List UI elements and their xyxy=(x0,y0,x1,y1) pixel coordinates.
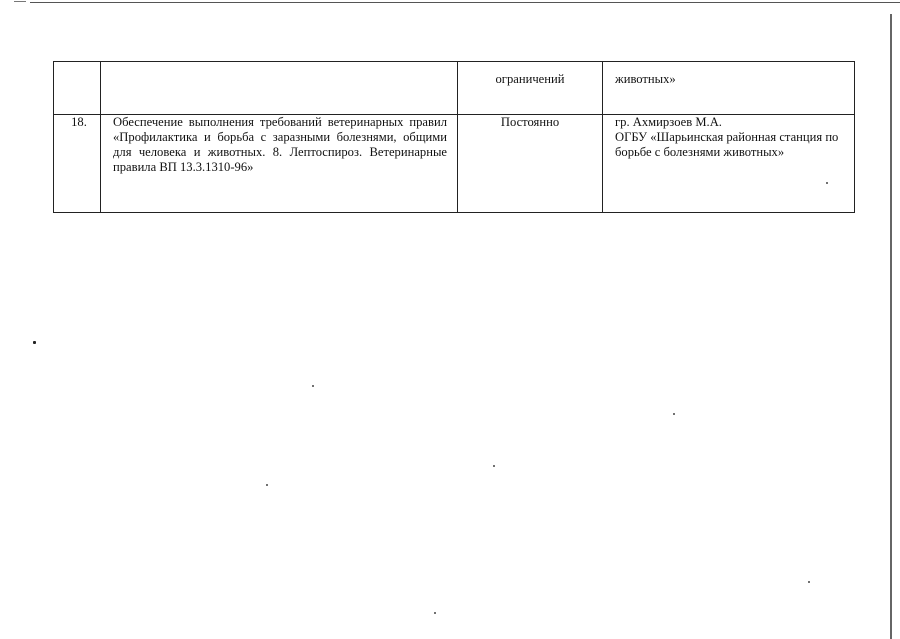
scan-speck xyxy=(673,413,675,415)
scan-speck xyxy=(808,581,810,583)
cell-responsible xyxy=(603,115,855,213)
scan-edge-line-left xyxy=(14,1,26,2)
scan-speck xyxy=(33,341,36,344)
measures-table xyxy=(53,61,855,213)
cell-term xyxy=(458,115,603,213)
responsible-organization: ОГБУ «Шарьинская районная станция по борьбе с болезнями животных» xyxy=(615,130,839,159)
responsible-block xyxy=(603,115,854,160)
cell-number xyxy=(54,115,101,213)
cell-description xyxy=(101,62,458,115)
scan-speck xyxy=(312,385,314,387)
row-number: 18. xyxy=(71,115,87,129)
table-row xyxy=(54,115,855,213)
scan-speck xyxy=(266,484,268,486)
row-responsible: животных» xyxy=(615,72,676,86)
scan-edge-line-right xyxy=(890,14,892,639)
scan-speck xyxy=(493,465,495,467)
row-description: Обеспечение выполнения требований ветеринарных правил «Профилактика и борьба с заразными болезнями, общими для человека и животных. 8. Лептоспироз. Ветеринарные правила ВП 13.3.1310-96» xyxy=(113,115,447,174)
scan-speck xyxy=(826,182,828,184)
row-term: Постоянно xyxy=(500,115,560,129)
table-row-continuation xyxy=(54,62,855,115)
responsible-person: гр. Ахмирзоев М.А. xyxy=(615,115,722,129)
cell-term xyxy=(458,62,603,115)
cell-description xyxy=(101,115,458,213)
row-term: ограничений xyxy=(495,72,565,86)
scan-speck xyxy=(434,612,436,614)
cell-responsible xyxy=(603,62,855,115)
scan-edge-line-top xyxy=(30,2,900,3)
cell-number xyxy=(54,62,101,115)
